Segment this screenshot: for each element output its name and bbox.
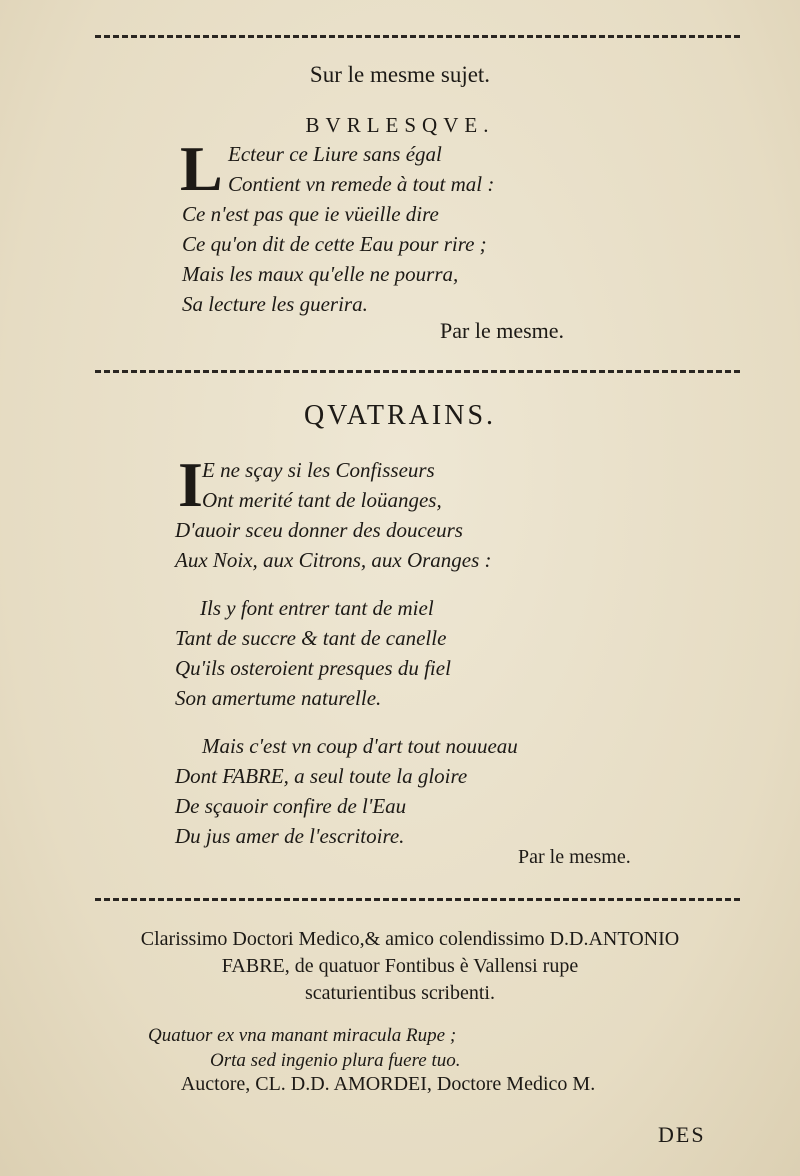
- poem-line: Son amertume naturelle.: [175, 686, 382, 710]
- poem-line: Ecteur ce Liure sans égal: [228, 142, 442, 166]
- poem-line: Aux Noix, aux Citrons, aux Oranges :: [175, 548, 492, 572]
- poem-line: Ont merité tant de loüanges,: [202, 488, 442, 512]
- top-rule: [95, 35, 740, 38]
- latin-verse-line: Orta sed ingenio plura fuere tuo.: [210, 1050, 461, 1071]
- poem-line: D'auoir sceu donner des douceurs: [175, 518, 463, 542]
- quatrains-title: QVATRAINS.: [303, 400, 497, 431]
- latin-author: Auctore, CL. D.D. AMORDEI, Doctore Medico M.: [180, 1073, 596, 1095]
- latin-verse-line: Quatuor ex vna manant miracula Rupe ;: [148, 1025, 457, 1046]
- poem-line: Dont FABRE, a seul toute la gloire: [175, 764, 468, 788]
- drop-cap-l: L: [180, 133, 223, 204]
- poem-line: Contient vn remede à tout mal :: [228, 172, 495, 196]
- poem-line: Du jus amer de l'escritoire.: [175, 824, 405, 848]
- poem-line: Sa lecture les guerira.: [182, 292, 368, 316]
- poem-line: Tant de succre & tant de canelle: [175, 626, 447, 650]
- poem-line: Qu'ils osteroient presques du fiel: [175, 656, 451, 680]
- poem-line: Ce n'est pas que ie vüeille dire: [182, 202, 439, 226]
- dedication-line: FABRE, de quatuor Fontibus è Vallensi rupe: [221, 955, 579, 977]
- poem-line: Mais c'est vn coup d'art tout nouueau: [202, 734, 518, 758]
- burlesque-signature: Par le mesme.: [440, 318, 565, 343]
- middle-rule: [95, 370, 740, 373]
- poem-line: Ils y font entrer tant de miel: [200, 596, 434, 620]
- burlesque-title: BVRLESQVE.: [305, 113, 495, 137]
- section-heading: Sur le mesme sujet.: [309, 62, 491, 87]
- quatrains-signature: Par le mesme.: [518, 846, 631, 868]
- drop-cap-i: I: [178, 449, 203, 520]
- dedication-line: scaturientibus scribenti.: [305, 982, 495, 1004]
- lower-rule: [95, 898, 740, 901]
- dedication-line: Clarissimo Doctori Medico,& amico colendissimo D.D.ANTONIO: [140, 928, 680, 950]
- catchword: DES: [658, 1122, 706, 1147]
- poem-line: E ne sçay si les Confisseurs: [202, 458, 435, 482]
- poem-line: De sçauoir confire de l'Eau: [175, 794, 407, 818]
- poem-line: Mais les maux qu'elle ne pourra,: [182, 262, 459, 286]
- poem-line: Ce qu'on dit de cette Eau pour rire ;: [182, 232, 487, 256]
